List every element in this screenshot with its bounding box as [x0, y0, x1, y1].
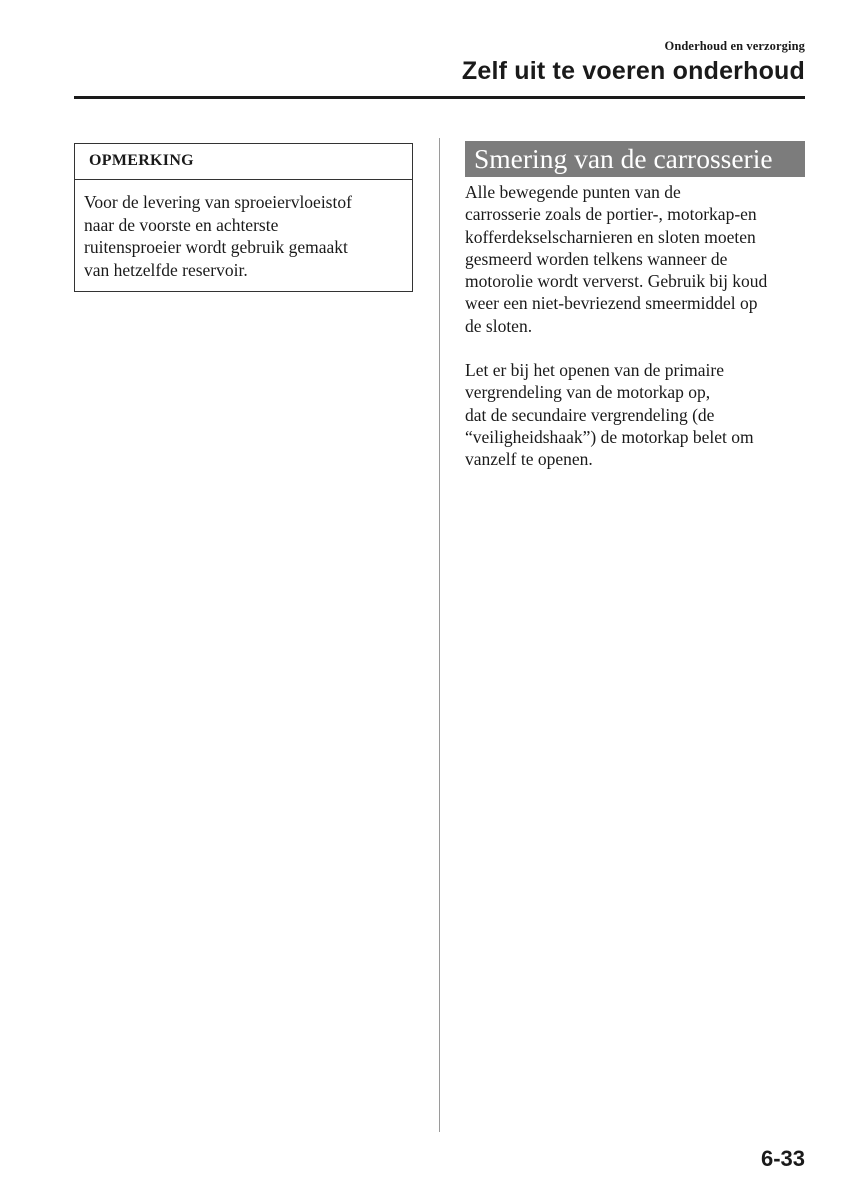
page-title: Zelf uit te voeren onderhoud — [461, 57, 805, 85]
text-line: “veiligheidshaak”) de motorkap belet om — [465, 426, 754, 447]
paragraph-1 — [465, 181, 810, 337]
text-line: weer een niet-bevriezend smeermiddel op — [465, 293, 758, 314]
text-line: de sloten. — [465, 315, 533, 336]
note-body — [75, 180, 412, 281]
section-body — [465, 181, 810, 471]
page-number: 6-33 — [760, 1146, 805, 1171]
text-line: Let er bij het openen van de primaire — [465, 360, 724, 381]
column-divider — [439, 138, 440, 1132]
text-line: dat de secundaire vergrendeling (de — [465, 404, 715, 425]
text-line: motorolie wordt ververst. Gebruik bij koud — [465, 271, 768, 292]
note-line: ruitensproeier wordt gebruik gemaakt — [84, 237, 348, 257]
note-box — [74, 143, 413, 292]
text-line: gesmeerd worden telkens wanneer de — [465, 248, 728, 269]
header-rule — [74, 96, 805, 99]
chapter-subheading: Onderhoud en verzorging — [664, 39, 805, 53]
note-heading: OPMERKING — [75, 144, 412, 180]
text-line: carrosserie zoals de portier-, motorkap-en — [465, 204, 757, 225]
section-heading: Smering van de carrosserie — [465, 141, 805, 177]
text-line: kofferdekselscharnieren en sloten moeten — [465, 226, 756, 247]
note-line: van hetzelfde reservoir. — [84, 259, 248, 280]
note-line: Voor de levering van sproeiervloeistof — [84, 192, 352, 212]
text-line: Alle bewegende punten van de — [465, 182, 681, 202]
note-line: naar de voorste en achterste — [84, 214, 279, 235]
text-line: vergrendeling van de motorkap op, — [465, 382, 711, 403]
text-line: vanzelf te openen. — [465, 449, 593, 470]
paragraph-2 — [465, 359, 810, 470]
